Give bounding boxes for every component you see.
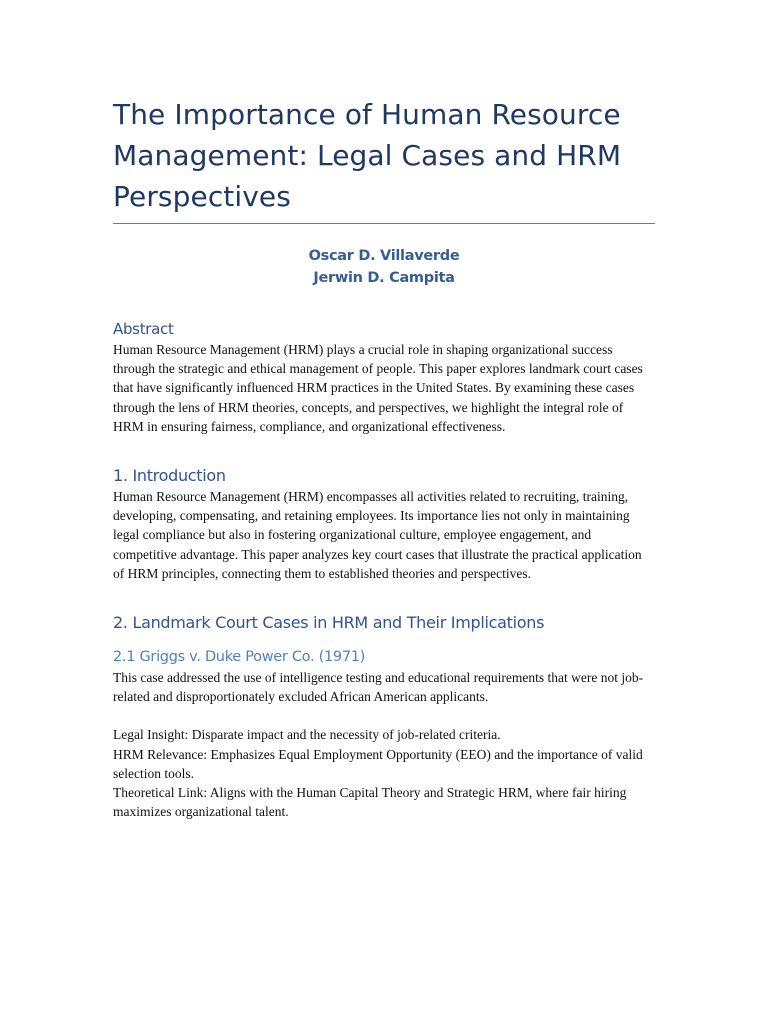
author-block bbox=[113, 245, 655, 289]
hrm-relevance-line: HRM Relevance: Emphasizes Equal Employment Opportunity (EEO) and the importance of valid selection tools. bbox=[113, 746, 643, 781]
document-title: The Importance of Human Resource Management: Legal Cases and HRM Perspectives bbox=[113, 94, 655, 224]
introduction-heading: 1. Introduction bbox=[113, 466, 226, 486]
paragraph-spacer bbox=[113, 706, 655, 725]
legal-insight-line: Legal Insight: Disparate impact and the necessity of job-related criteria. bbox=[113, 727, 501, 743]
court-cases-heading: 2. Landmark Court Cases in HRM and Their Implications bbox=[113, 613, 545, 633]
introduction-paragraph: Human Resource Management (HRM) encompasses all activities related to recruiting, training, developing, compensating, and retaining employees. Its importance lies not only in maintaining legal compliance but also in fostering organizational culture, employee engagement, and competitive advantage. This paper analyzes key court cases that illustrate the practical application of HRM principles, connecting them to established theories and perspectives. bbox=[113, 489, 642, 581]
author-name: Oscar D. Villaverde bbox=[308, 248, 460, 264]
abstract-paragraph: Human Resource Management (HRM) plays a crucial role in shaping organizational success through the strategic and ethical management of people. This paper explores landmark court cases that have significantly influenced HRM practices in the United States. By examining these cases through the lens of HRM theories, concepts, and perspectives, we highlight the integral role of HRM in ensuring fairness, compliance, and organizational effectiveness. bbox=[113, 342, 643, 434]
griggs-case-heading: 2.1 Griggs v. Duke Power Co. (1971) bbox=[113, 649, 366, 666]
document-content bbox=[113, 94, 655, 821]
griggs-case-paragraph: This case addressed the use of intelligence testing and educational requirements that were not job-related and disproportionately excluded African American applicants. bbox=[113, 670, 644, 705]
theoretical-link-line: Theoretical Link: Aligns with the Human Capital Theory and Strategic HRM, where fair hiring maximizes organizational talent. bbox=[113, 785, 627, 820]
author-name: Jerwin D. Campita bbox=[313, 270, 455, 286]
abstract-heading: Abstract bbox=[113, 320, 174, 338]
